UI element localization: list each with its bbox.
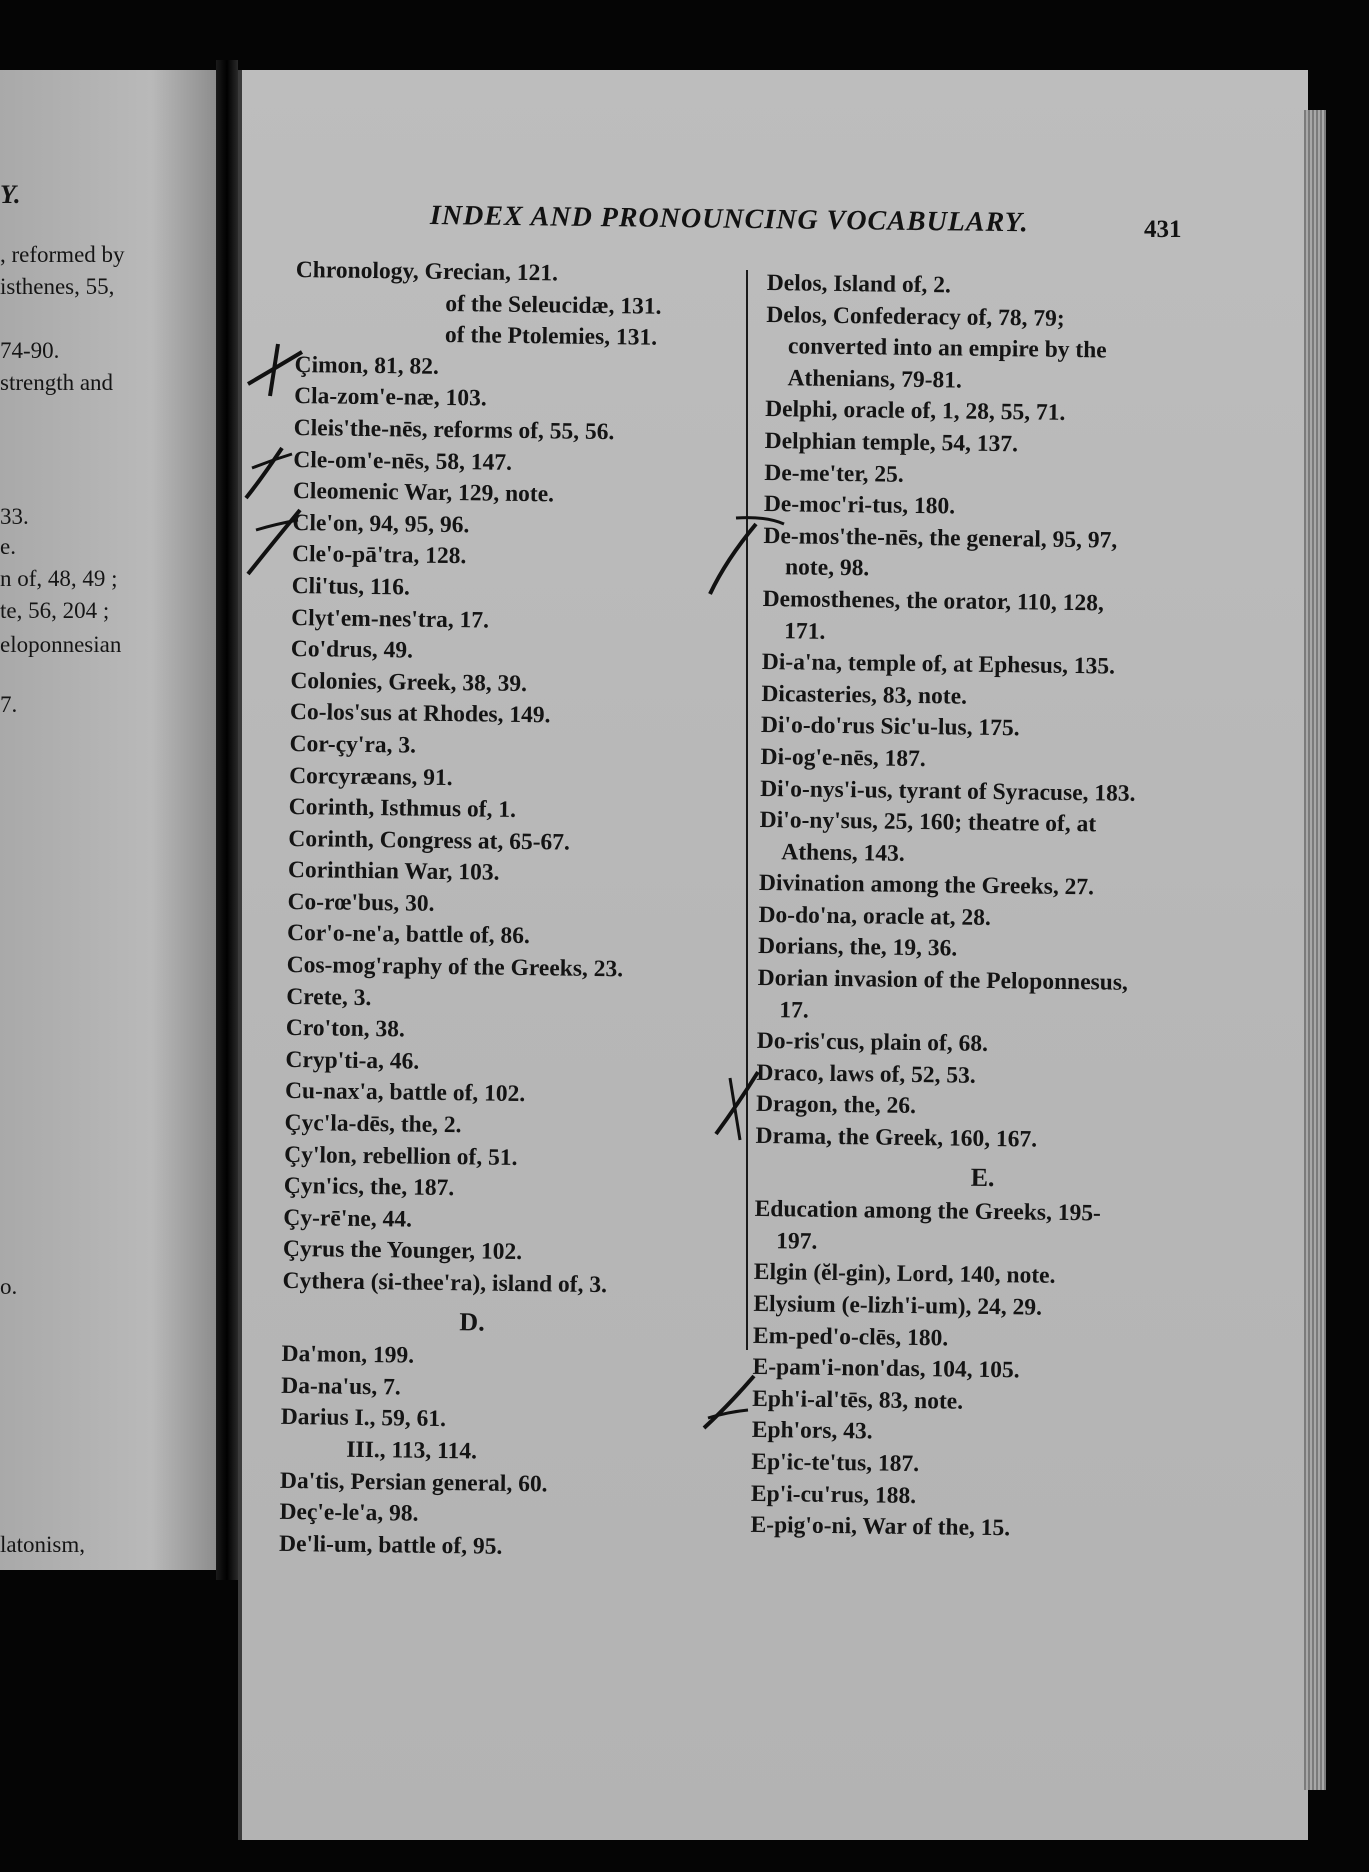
index-entry: Ep'i-cu'rus, 188. bbox=[750, 1480, 917, 1509]
index-entry: Divination among the Greeks, 27. bbox=[758, 870, 1095, 901]
index-entry: Dorians, the, 19, 36. bbox=[757, 933, 958, 963]
left-fragment: strength and bbox=[0, 370, 114, 395]
index-entry: Corinth, Congress at, 65-67. bbox=[288, 825, 571, 856]
index-entry: Draco, laws of, 52, 53. bbox=[756, 1059, 976, 1089]
book-gutter bbox=[216, 60, 238, 1580]
left-fragment: latonism, bbox=[0, 1532, 85, 1557]
index-entry: Çimon, 81, 82. bbox=[294, 351, 440, 380]
running-header: INDEX AND PRONOUNCING VOCABULARY. bbox=[429, 200, 1029, 239]
section-heading-d: D. bbox=[459, 1306, 485, 1337]
section-heading-e: E. bbox=[970, 1162, 995, 1192]
left-fragment: o. bbox=[0, 1274, 18, 1299]
index-entry: Çyn'ics, the, 187. bbox=[283, 1173, 455, 1202]
index-entry: Çyc'la-dēs, the, 2. bbox=[284, 1109, 462, 1139]
left-fragment: 74-90. bbox=[0, 338, 60, 363]
index-entry: Delos, Confederacy of, 78, 79; bbox=[766, 301, 1065, 332]
index-entry: Corinth, Isthmus of, 1. bbox=[288, 794, 517, 824]
index-entry: Corinthian War, 103. bbox=[287, 857, 500, 886]
index-entry: E-pam'i-non'das, 104, 105. bbox=[752, 1354, 1020, 1384]
index-entry: Di'o-do'rus Sic'u-lus, 175. bbox=[760, 712, 1020, 742]
index-entry: III., 113, 114. bbox=[346, 1436, 478, 1465]
column-divider bbox=[746, 270, 748, 1350]
index-entry: Darius I., 59, 61. bbox=[280, 1404, 447, 1433]
index-entry: Deç'e-le'a, 98. bbox=[279, 1499, 419, 1527]
index-entry: Dicasteries, 83, note. bbox=[761, 680, 968, 710]
index-entry: Da-na'us, 7. bbox=[281, 1372, 401, 1401]
left-fragment: te, 56, 204 ; bbox=[0, 598, 110, 623]
index-entry: Da'mon, 199. bbox=[281, 1341, 415, 1369]
index-entry: Athens, 143. bbox=[781, 838, 905, 867]
index-entry: De'li-um, battle of, 95. bbox=[278, 1530, 503, 1560]
check-mark-icon bbox=[698, 1366, 778, 1436]
left-fragment: 33. bbox=[0, 504, 29, 529]
index-entry: Cythera (si-thee'ra), island of, 3. bbox=[282, 1267, 608, 1299]
index-entry: Co'drus, 49. bbox=[290, 636, 414, 664]
index-entry: Do-do'na, oracle at, 28. bbox=[758, 901, 992, 931]
index-entry: Clyt'em-nes'tra, 17. bbox=[291, 604, 490, 634]
index-entry: Da'tis, Persian general, 60. bbox=[279, 1467, 548, 1497]
index-entry: Chronology, Grecian, 121. bbox=[295, 256, 559, 287]
index-entry: Ep'ic-te'tus, 187. bbox=[751, 1448, 920, 1478]
index-entry: Çyrus the Younger, 102. bbox=[282, 1236, 523, 1266]
index-entry: Çy'lon, rebellion of, 51. bbox=[284, 1141, 518, 1171]
index-entry: Di'o-ny'sus, 25, 160; theatre of, at bbox=[759, 807, 1097, 838]
index-entry: converted into an empire by the bbox=[787, 333, 1107, 364]
check-mark-icon bbox=[242, 500, 322, 580]
index-page bbox=[238, 70, 1308, 1840]
index-entry: Cos-mog'raphy of the Greeks, 23. bbox=[286, 952, 624, 983]
check-mark-icon bbox=[706, 510, 786, 600]
index-entry: Cro'ton, 38. bbox=[285, 1015, 406, 1043]
index-entry: Co-rœ'bus, 30. bbox=[287, 888, 435, 917]
index-entry: Crete, 3. bbox=[286, 983, 372, 1011]
index-entry: Cryp'ti-a, 46. bbox=[285, 1046, 420, 1075]
index-entry: of the Seleucidæ, 131. bbox=[445, 290, 662, 320]
index-entry: Dragon, the, 26. bbox=[755, 1091, 917, 1120]
index-entry: Cu-nax'a, battle of, 102. bbox=[284, 1078, 526, 1108]
index-entry: Cor-çy'ra, 3. bbox=[289, 730, 417, 759]
index-entry: note, 98. bbox=[784, 554, 870, 582]
index-entry: Delphian temple, 54, 137. bbox=[764, 427, 1019, 458]
index-entry: 171. bbox=[784, 617, 826, 645]
check-mark-icon bbox=[242, 340, 322, 400]
left-fragment: Y. bbox=[0, 180, 21, 209]
page-edges bbox=[1304, 110, 1326, 1790]
check-mark-icon bbox=[242, 438, 322, 508]
index-entry: of the Ptolemies, 131. bbox=[444, 322, 658, 351]
index-entry: Delos, Island of, 2. bbox=[766, 269, 952, 299]
index-entry: Di'o-nys'i-us, tyrant of Syracuse, 183. bbox=[760, 775, 1136, 807]
index-column-right bbox=[750, 268, 1222, 1548]
index-entry: Cle'on, 94, 95, 96. bbox=[292, 509, 470, 539]
index-column-left bbox=[279, 255, 676, 1565]
index-entry: Em-ped'o-clēs, 180. bbox=[752, 1322, 949, 1352]
entry-list-d bbox=[279, 1339, 662, 1565]
index-entry: Cla-zom'e-næ, 103. bbox=[293, 383, 487, 412]
index-entry: Athenians, 79-81. bbox=[787, 365, 963, 394]
index-entry: Co-los'sus at Rhodes, 149. bbox=[289, 699, 551, 729]
index-entry: Corcyræans, 91. bbox=[289, 762, 453, 791]
index-entry: De-moc'ri-tus, 180. bbox=[763, 491, 956, 520]
index-entry: Eph'ors, 43. bbox=[751, 1417, 873, 1445]
left-fragment: 7. bbox=[0, 692, 18, 717]
index-entry: Cleomenic War, 129, note. bbox=[292, 478, 555, 508]
index-entry: Elgin (ĕl-gin), Lord, 140, note. bbox=[753, 1259, 1056, 1290]
index-entry: Delphi, oracle of, 1, 28, 55, 71. bbox=[764, 396, 1066, 427]
index-entry: Çy-rē'ne, 44. bbox=[283, 1204, 413, 1233]
left-fragment: n of, 48, 49 ; bbox=[0, 566, 118, 591]
check-mark-icon bbox=[708, 1064, 778, 1144]
left-fragment: , reformed by bbox=[0, 242, 125, 267]
index-entry: Di-og'e-nēs, 187. bbox=[760, 743, 926, 773]
index-entry: Cle-om'e-nēs, 58, 147. bbox=[293, 446, 513, 476]
entry-list-c bbox=[282, 255, 676, 1302]
index-entry: Cleis'the-nēs, reforms of, 55, 56. bbox=[293, 414, 615, 446]
index-entry: 17. bbox=[779, 996, 809, 1024]
entry-list-e bbox=[750, 1194, 1210, 1547]
page-number: 431 bbox=[1144, 216, 1182, 243]
index-entry: Cor'o-ne'a, battle of, 86. bbox=[286, 920, 531, 950]
left-fragment: eloponnesian bbox=[0, 632, 122, 657]
index-entry: Drama, the Greek, 160, 167. bbox=[755, 1122, 1038, 1153]
entry-list-d-cont bbox=[755, 268, 1222, 1159]
index-entry: Cle'o-pā'tra, 128. bbox=[291, 541, 467, 570]
left-fragment: isthenes, 55, bbox=[0, 274, 115, 299]
index-entry: Cli'tus, 116. bbox=[291, 572, 411, 601]
index-entry: Colonies, Greek, 38, 39. bbox=[290, 667, 528, 697]
index-entry: De-mos'the-nēs, the general, 95, 97, bbox=[763, 522, 1118, 554]
index-entry: E-pig'o-ni, War of the, 15. bbox=[750, 1512, 1011, 1542]
index-entry: De-me'ter, 25. bbox=[764, 459, 904, 488]
index-entry: Education among the Greeks, 195- bbox=[754, 1196, 1102, 1227]
left-fragment: e. bbox=[0, 534, 16, 559]
index-entry: Elysium (e-lizh'i-um), 24, 29. bbox=[753, 1290, 1043, 1321]
index-entry: Dorian invasion of the Peloponnesus, bbox=[757, 965, 1129, 996]
index-entry: Do-ris'cus, plain of, 68. bbox=[756, 1028, 989, 1058]
index-entry: Demosthenes, the orator, 110, 128, bbox=[762, 585, 1104, 617]
index-entry: Eph'i-al'tēs, 83, note. bbox=[752, 1385, 964, 1415]
index-entry: 197. bbox=[776, 1228, 818, 1255]
left-page bbox=[0, 70, 216, 1570]
index-entry: Di-a'na, temple of, at Ephesus, 135. bbox=[761, 649, 1116, 680]
